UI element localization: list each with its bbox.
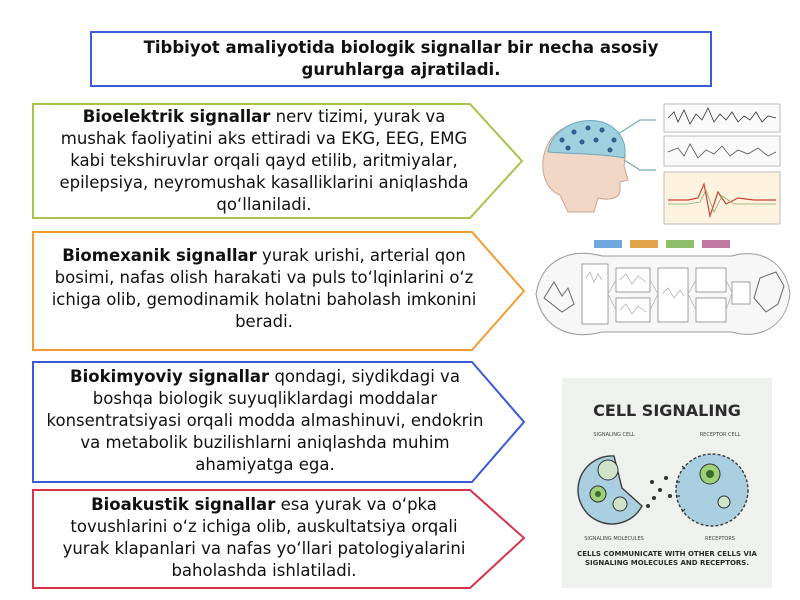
poster-caption: CELLS COMMUNICATE WITH OTHER CELLS VIA SIGNALING MOLECULES AND RECEPTORS. bbox=[577, 550, 757, 567]
poster-title: CELL SIGNALING bbox=[593, 401, 741, 420]
biomechanics-flow-illustration bbox=[532, 238, 794, 350]
poster-label-signaling-molecules: SIGNALING MOLECULES bbox=[584, 536, 644, 542]
card-2-heading: Biomexanik signallar bbox=[62, 246, 257, 265]
card-4-body: esa yurak va o‘pka tovushlarini o‘z ichiga olib, auskultatsiya orqali yurak klapanlari va nafas yo‘llari patologiyalarini baholashda ishlatiladi. bbox=[62, 495, 466, 580]
card-2-body: yurak urishi, arterial qon bosimi, nafas olish harakati va puls to‘lqinlarini o‘z ichiga olib, gemodinamik holatni baholash imkonini beradi. bbox=[51, 246, 477, 331]
poster-label-receptor-cell: RECEPTOR CELL bbox=[699, 432, 741, 438]
card-3-body: qondagi, siydikdagi va boshqa biologik suyuqliklardagi moddalar konsentratsiyasi orqali modda almashinuvi, endokrin va metabolik buzilishlarni aniqlashda muhim ahamiyatga ega. bbox=[46, 367, 484, 474]
page-title-text: Tibbiyot amaliyotida biologik signallar bir necha asosiy guruhlarga ajratiladi. bbox=[143, 38, 659, 79]
poster-label-receptors: RECEPTORS bbox=[705, 536, 735, 542]
card-3-heading: Biokimyoviy signallar bbox=[70, 367, 270, 386]
card-1-heading: Bioelektrik signallar bbox=[82, 107, 271, 126]
card-bioelektrik bbox=[48, 106, 480, 216]
poster-label-signaling-cell: SIGNALING CELL bbox=[593, 432, 635, 438]
card-bioakustik bbox=[46, 494, 482, 582]
cell-signaling-poster bbox=[562, 378, 772, 588]
eeg-illustration bbox=[528, 100, 786, 230]
card-biomexanik bbox=[48, 245, 480, 333]
card-4-heading: Bioakustik signallar bbox=[91, 495, 276, 514]
card-1-body: nerv tizimi, yurak va mushak faoliyatini aks ettiradi va EKG, EEG, EMG kabi tekshiruvlar orqali qayd etilib, aritmiyalar, epilepsiya, neyromushak kasalliklarini aniqlashda qo‘llaniladi. bbox=[59, 107, 469, 214]
card-biokimyoviy bbox=[44, 366, 486, 476]
